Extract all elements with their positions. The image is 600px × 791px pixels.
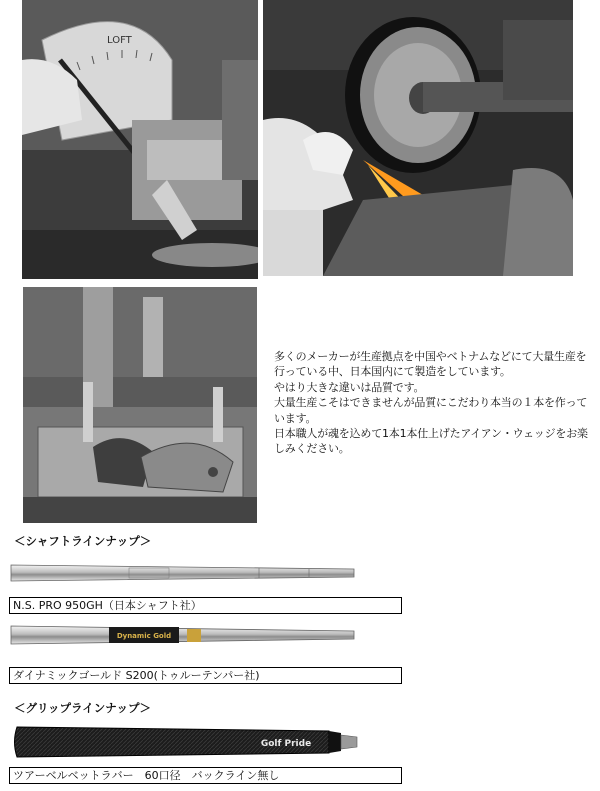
shaft-option-dynamic-gold <box>9 667 402 684</box>
description-line: やはり大きな違いは品質です。 <box>274 380 425 394</box>
dynamic-gold-shaft-image <box>9 621 357 649</box>
grip-lineup-heading: ＜グリップラインナップ＞ <box>14 701 151 715</box>
shaft-option-label: N.S. PRO 950GH（日本シャフト社） <box>13 599 202 612</box>
description-text <box>274 349 594 457</box>
bench-jig-illustration <box>23 287 257 523</box>
grip-option-label: ツアーベルベットラバー 60口径 バックライン無し <box>13 769 280 782</box>
tour-velvet-grip-image <box>11 724 359 760</box>
description-line: 日本職人が魂を込めて1本1本仕上げたアイアン・ウェッジをお楽しみください。 <box>274 427 588 456</box>
ns-pro-shaft-image <box>9 560 357 586</box>
description-line: 多くのメーカーが生産拠点を中国やベトナムなどにて大量生産を行っている中、日本国内にて製造をしています。 <box>274 350 587 379</box>
shaft-lineup-heading: ＜シャフトラインナップ＞ <box>14 534 152 548</box>
loft-gauge-illustration <box>22 0 258 279</box>
grinder-photo <box>263 0 573 276</box>
shaft-option-label: ダイナミックゴールド S200(トゥルーテンパー社) <box>13 669 260 682</box>
grip-option-tour-velvet <box>9 767 402 784</box>
grip-brand-text: Golf Pride <box>260 739 312 749</box>
shaft-option-ns-pro <box>9 597 402 614</box>
loft-scale-label: LOFT <box>107 35 132 46</box>
grinder-illustration <box>263 0 573 276</box>
description-line: 大量生産こそはできませんが品質にこだわり本当の１本を作っています。 <box>274 396 588 425</box>
shaft-band-text: Dynamic Gold <box>116 632 172 640</box>
loft-gauge-photo <box>22 0 258 279</box>
bench-jig-photo <box>23 287 257 523</box>
